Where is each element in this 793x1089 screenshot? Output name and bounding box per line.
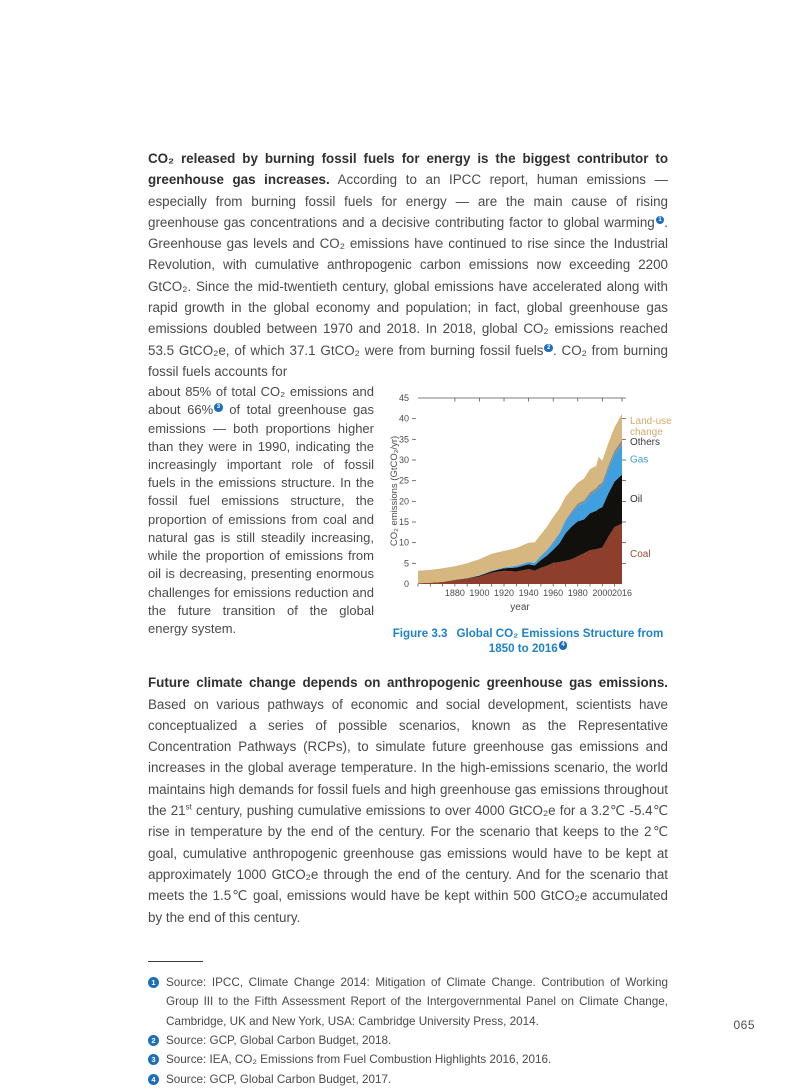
figure-3-3 [388,385,672,656]
svg-text:Others: Others [630,437,661,449]
svg-text:CO₂ emissions (GtCO₂/yr): CO₂ emissions (GtCO₂/yr) [389,436,400,547]
svg-text:5: 5 [403,558,409,569]
paragraph-text: of total greenhouse gas emissions — both proportions higher than they were in 1990, indicating the increasingly important role of fossil fuels in the emissions structure. In the fossil fuel emissions structure, the proportion of emissions from coal and natural gas is still steadily increasing, while the proportion of emissions from oil is decreasing, presenting enormous challenges for emissions reduction and the future transition of the global energy system. [148,402,374,636]
footnote-number-4: 4 [148,1074,159,1085]
paragraph-co2-continued [148,383,374,656]
svg-text:25: 25 [398,475,409,486]
svg-text:1920: 1920 [494,588,515,599]
footnote-number-3: 3 [148,1054,159,1065]
svg-text:0: 0 [403,579,409,590]
footnote-item-3 [148,1050,668,1069]
figure-title-part1: Global CO₂ Emissions Structure from [456,627,664,641]
footnote-item-4 [148,1070,668,1089]
footnote-ref-4: 4 [559,641,568,650]
paragraph-text: about 85% of total CO₂ emissions and about 66% [148,384,374,418]
svg-text:40: 40 [398,413,409,424]
figure-caption-line1 [388,626,668,641]
page-number: 065 [733,1018,755,1032]
svg-text:35: 35 [398,434,409,445]
paragraph-text: According to an IPCC report, human emissions — especially from burning fossil fuels for energy — are the main cause of rising greenhouse gas concentrations and a decisive contributing factor to global warming [148,172,668,230]
svg-text:45: 45 [398,393,409,404]
figure-title-part2: 1850 to 2016 [488,642,558,656]
svg-text:1960: 1960 [543,588,564,599]
svg-text:2000: 2000 [592,588,613,599]
svg-text:Gas: Gas [630,454,649,466]
footnote-text-2: Source: GCP, Global Carbon Budget, 2018. [166,1034,392,1048]
paragraph-future-climate [148,672,668,928]
svg-text:change: change [630,427,663,439]
svg-text:1900: 1900 [469,588,490,599]
ordinal-suffix: st [185,802,192,812]
emissions-area-chart [388,385,672,617]
footnote-ref-3: 3 [214,403,223,412]
footnote-item-2 [148,1031,668,1050]
footnote-number-2: 2 [148,1035,159,1046]
paragraph-text: . CO₂ from burning fossil fuels accounts for [148,342,668,379]
svg-text:Coal: Coal [630,549,651,561]
footnote-ref-2: 2 [544,344,553,353]
paragraph-text: Based on various pathways of economic and social development, scientists have conceptualized a series of possible scenarios, known as the Representative Concentration Pathways (RCPs), to simulate future greenhouse gas emissions and increases in the global average temperature. In the high-emissions scenario, the world maintains high demands for fossil fuels and high greenhouse gas emissions throughout the 21 [148,696,668,819]
paragraph-text: . Greenhouse gas levels and CO₂ emissions have continued to rise since the Industrial Revolution, with cumulative anthropogenic carbon emissions now exceeding 2200 GtCO₂. Since the mid-twentieth century, global emissions have accelerated along with rapid growth in the global economy and population; in fact, global greenhouse gas emissions doubled between 1970 and 2018. In 2018, global CO₂ emissions reached 53.5 GtCO₂e, of which 37.1 GtCO₂ were from burning fossil fuels [148,214,668,358]
text-and-figure-section [148,383,672,656]
footnote-number-1: 1 [148,977,159,988]
svg-text:20: 20 [398,496,409,507]
footnote-text-1: Source: IPCC, Climate Change 2014: Mitigation of Climate Change. Contribution of Working Group III to the Fifth Assessment Report of the Intergovernmental Panel on Climate Change, Cambridge, UK and New York, USA: Cambridge University Press, 2014. [166,975,668,1028]
figure-caption-line2 [388,641,668,656]
svg-text:year: year [510,602,530,614]
svg-text:10: 10 [398,537,409,548]
svg-text:1880: 1880 [444,588,465,599]
paragraph-lead-bold: CO₂ released by burning fossil fuels for energy is the biggest contributor to greenhouse gas increases. [148,151,668,188]
footnote-text-4: Source: GCP, Global Carbon Budget, 2017. [166,1072,392,1086]
svg-text:1980: 1980 [567,588,588,599]
paragraph-lead-bold: Future climate change depends on anthropogenic greenhouse gas emissions. [148,675,668,691]
paragraph-text: century, pushing cumulative emissions to over 4000 GtCO₂e for a 3.2℃ -5.4℃ rise in temperature by the end of the century. For the scenario that keeps to the 2℃ goal, cumulative anthropogenic greenhouse gas emissions would have to be kept at approximately 1000 GtCO₂e through the end of the century. And for the scenario that meets the 1.5℃ goal, emissions would have be kept within 500 GtCO₂e accumulated by the end of this century. [148,803,669,925]
svg-text:15: 15 [398,517,409,528]
footnote-divider [148,961,203,962]
paragraph-co2-fossil-fuels [148,148,668,382]
footnote-item-1 [148,973,668,1031]
svg-text:2016: 2016 [611,588,633,599]
svg-text:1940: 1940 [518,588,539,599]
footnote-ref-1: 1 [656,216,665,225]
footnote-text-3: Source: IEA, CO₂ Emissions from Fuel Combustion Highlights 2016, 2016. [166,1053,552,1067]
figure-label: Figure 3.3 [392,627,448,641]
page-content [148,148,672,1089]
figure-caption [388,626,668,656]
svg-text:Land-use: Land-use [630,416,672,428]
footnotes [148,973,668,1089]
svg-text:30: 30 [398,455,409,466]
svg-text:Oil: Oil [630,494,643,506]
